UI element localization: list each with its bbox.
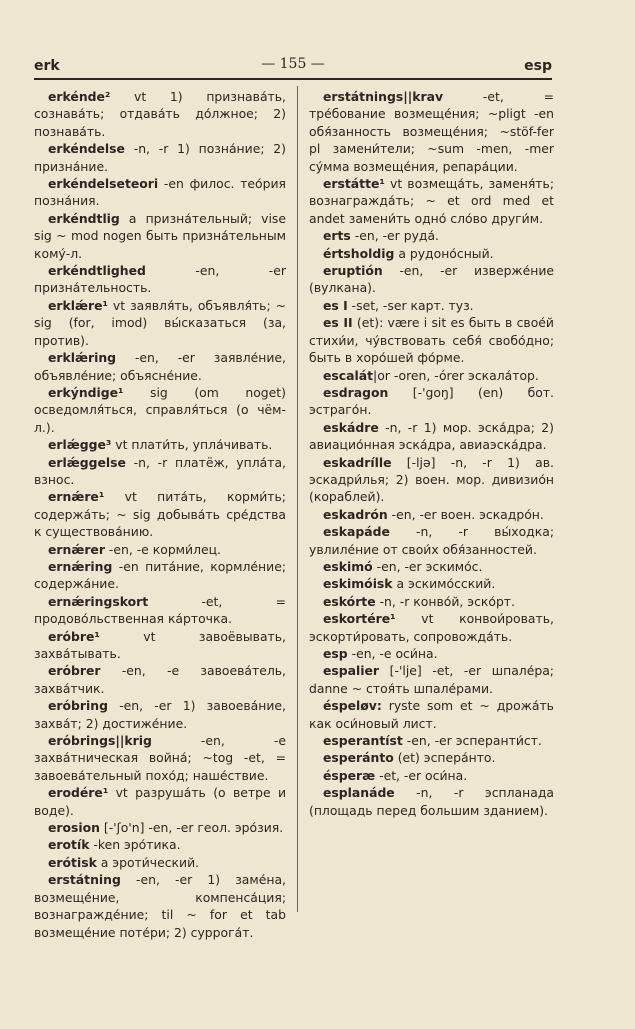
headword: erotík [48,837,90,853]
dictionary-entry [34,454,286,489]
dictionary-entry [34,297,286,349]
headword: esplanáde [323,785,395,801]
dictionary-entry [309,732,554,749]
headword: esdragon [323,384,389,400]
dictionary-entry [34,140,286,175]
dictionary-entry [309,749,554,766]
headword: escalát [323,367,374,383]
entry-definition: a эскимо́сский. [392,576,496,592]
dictionary-entry [309,558,554,575]
entry-definition: vt разруша́ть (о ветре и воде). [34,785,286,818]
header-first-word: erk [34,58,60,74]
headword: erodére¹ [48,785,109,801]
headword: éspeløv: [323,698,382,714]
headword: erkýndige¹ [48,384,124,400]
entry-definition: -en, -e завоева́тель, захва́тчик. [34,663,286,696]
entry-definition: -en, -er 1) завоева́ние, захва́т; 2) достиже́ние. [34,698,286,731]
dictionary-entry [309,523,554,558]
dictionary-entry [34,819,286,836]
entry-definition: -n, -r платёж, упла́та, взнос. [34,454,286,487]
entry-definition: a призна́тельный; vise sig ~ mod nogen быть призна́тельным кому́-л. [34,210,286,261]
dictionary-entry [309,88,554,175]
entry-definition: -en, -e корми́лец. [104,541,221,557]
headword: eskadrílle [323,454,392,470]
headword: erkéndelseteori [48,176,159,192]
entry-definition: vt возмеща́ть, заменя́ть; вознагражда́ть; ~ et ord med et andet замени́ть одно́ сло́во други́м. [309,176,554,226]
entry-definition: |or -oren, -órer эскала́тор. [373,367,539,383]
headword: ernǽring [48,558,113,574]
entry-definition: -set, -ser карт. туз. [347,297,474,313]
dictionary-entry [34,697,286,732]
dictionary-entry [309,314,554,366]
headword: eskadrón [323,506,388,522]
headword: eskórte [323,593,376,609]
entry-definition: -n, -r эспланада (площадь перед большим зданием). [309,785,554,818]
column-divider [297,86,298,912]
headword: esp [323,646,348,661]
dictionary-entry [34,175,286,210]
headword: erόbre¹ [48,628,100,644]
dictionary-entry [309,245,554,262]
headword: erόbrings||krig [48,733,152,749]
dictionary-entry [309,297,554,314]
headword: es I [323,297,348,313]
entry-definition: -en, -er 1) заме́на, возмеще́ние, компенса́ция; вознагражде́ние; til ~ for et tab возмеще́ние поте́ри; 2) суррога́т. [34,872,286,940]
headword: es II [323,315,353,331]
dictionary-entry [309,784,554,819]
headword: erkéndtlighed [48,263,146,279]
entry-definition: vt заявля́ть, объявля́ть; ~ sig (for, imod) вы́сказаться (за, против). [34,297,286,348]
dictionary-entry [34,836,286,853]
page-number: — 155 — [261,56,325,72]
entry-definition: vt конвои́ровать, эскорти́ровать, сопровожда́ть. [309,611,554,644]
entry-definition: vt плати́ть, упла́чивать. [111,437,273,453]
headword: erklǽring [48,350,117,366]
dictionary-entry [34,488,286,540]
headword: erkéndtlig [48,210,120,226]
dictionary-entry [34,384,286,436]
headword: ernǽre¹ [48,489,105,505]
headword: espalier [323,663,380,679]
dictionary-entry [34,558,286,593]
entry-definition: -n, -r 1) позна́ние; 2) призна́ние. [34,141,286,174]
dictionary-entry [309,662,554,697]
dictionary-entry [34,732,286,784]
dictionary-entry [309,262,554,297]
entry-definition: [-'ʃo'n] -en, -er геол. эро́зия. [99,820,284,836]
dictionary-entry [34,436,286,453]
headword: erόbrer [48,663,101,679]
headword: eskortére¹ [323,611,396,627]
entry-definition: -en, -er призна́тельность. [34,263,286,296]
entry-definition: sig (om noget) осведомля́ться, справля́ться (о чём-л.). [34,384,286,435]
headword: erstátning [48,872,121,888]
dictionary-entry [309,384,554,419]
headword: értsholdig [323,245,395,261]
dictionary-entry [34,854,286,871]
entry-definition: [-'lje] -et, -er шпале́ра; danne ~ стоя́ть шпале́рами. [309,663,554,696]
entry-definition: -n, -r конво́й, эско́рт. [375,593,515,609]
entry-definition: -n, -r вы́ходка; увлиле́ние от свои́х обя́занностей. [309,524,554,557]
headword: erótisk [48,854,97,870]
entry-definition: -et, = продово́льственная ка́рточка. [34,593,286,627]
headword: eskapáde [323,524,390,540]
dictionary-entry [309,767,554,784]
entry-definition: -et, = тре́бование возмеще́ния; ~pligt -en обя́занность возмеще́ния; ~stöf-fer pl замени́тели; ~sum -men, -mer су́мма возмеще́ния, репара́ции. [309,89,554,174]
left-column [34,88,286,941]
entry-definition: a рудоно́сный. [394,245,494,261]
header-last-word: esp [524,58,552,74]
right-column [309,88,554,819]
headword: erlǽggelse [48,454,126,470]
dictionary-entry [309,454,554,506]
dictionary-entry [34,628,286,663]
entry-definition: (et): være i sit es быть в свое́й стихи́и, чу́вствовать себя́ свобо́дно; быть в хоро́шей фо́рме. [309,315,554,366]
dictionary-entry [309,645,554,662]
page-header [34,56,552,80]
headword: erstátnings||krav [323,89,444,104]
entry-definition: -en, -e оси́на. [347,646,438,661]
dictionary-entry [34,262,286,297]
entry-definition: -en, -e захва́тническая война́; ~tog -et, = завоева́тельный похо́д; наше́ствие. [34,733,286,783]
entry-definition: -et, -er оси́на. [375,767,468,783]
headword: erts [323,228,351,244]
headword: esperantíst [323,733,403,749]
dictionary-entry [309,697,554,732]
dictionary-entry [309,175,554,227]
headword: esperánto [323,750,394,766]
headword: eskádre [323,419,379,435]
headword: erosion [48,820,100,836]
dictionary-entry [34,593,286,628]
headword: erlǽgge³ [48,437,112,453]
dictionary-entry [34,784,286,819]
entry-definition: -en пита́ние, кормле́ние; содержа́ние. [34,558,286,592]
entry-definition: -en филос. тео́рия позна́ния. [34,176,286,209]
headword: erklǽre¹ [48,297,108,313]
dictionary-entry [34,871,286,941]
entry-definition: [-'goŋ] (en) бот. эстраго́н. [309,384,554,418]
entry-definition: -en, -er заявле́ние, объявле́ние; объясне́ние. [34,350,286,383]
entry-definition: -en, -er руда́. [350,228,439,244]
entry-definition: ryste som et ~ дрожа́ть как оси́новый лист. [309,698,554,731]
entry-definition: (et) эспера́нто. [393,750,496,766]
headword: erkéndelse [48,141,125,157]
dictionary-entry [309,227,554,244]
headword: eskimó [323,558,373,574]
headword: erkénde² [48,89,111,104]
dictionary-entry [309,575,554,592]
entry-definition: -ken эро́тика. [89,837,181,853]
dictionary-entry [34,541,286,558]
dictionary-entry [309,367,554,384]
dictionary-entry [34,349,286,384]
headword: ernǽrer [48,541,105,557]
dictionary-entry [309,593,554,610]
dictionary-entry [34,88,286,140]
entry-definition: -n, -r 1) мор. эска́дра; 2) авиацио́нная эска́дра, авиаэска́дра. [309,419,554,453]
headword: eruptión [323,263,383,279]
entry-definition: -en, -er изверже́ние (вулкана). [309,263,554,296]
headword: erstátte¹ [323,176,385,192]
entry-definition: a эроти́ческий. [96,854,200,870]
headword: eskimóisk [323,576,393,592]
entry-definition: -en, -er эскимо́с. [372,558,483,574]
dictionary-entry [309,506,554,523]
entry-definition: vt пита́ть, корми́ть; содержа́ть; ~ sig добыва́ть сре́дства к существова́нию. [34,489,286,540]
entry-definition: vt 1) признава́ть, сознава́ть; отдава́ть до́лжное; 2) познава́ть. [34,89,286,139]
entry-definition: -en, -er эсперанти́ст. [402,733,542,749]
entry-definition: vt завоёвывать, захва́тывать. [34,628,286,661]
entry-definition: [-ljə] -n, -r 1) ав. эскадри́лья; 2) воен. мор. дивизио́н (кораблей). [309,454,554,505]
dictionary-entry [34,210,286,262]
entry-definition: -en, -er воен. эскадро́н. [387,506,544,522]
dictionary-entry [34,662,286,697]
dictionary-entry [309,419,554,454]
dictionary-entry [309,610,554,645]
headword: ernǽringskort [48,593,149,609]
headword: erόbring [48,698,108,714]
headword: ésperæ [323,767,376,783]
